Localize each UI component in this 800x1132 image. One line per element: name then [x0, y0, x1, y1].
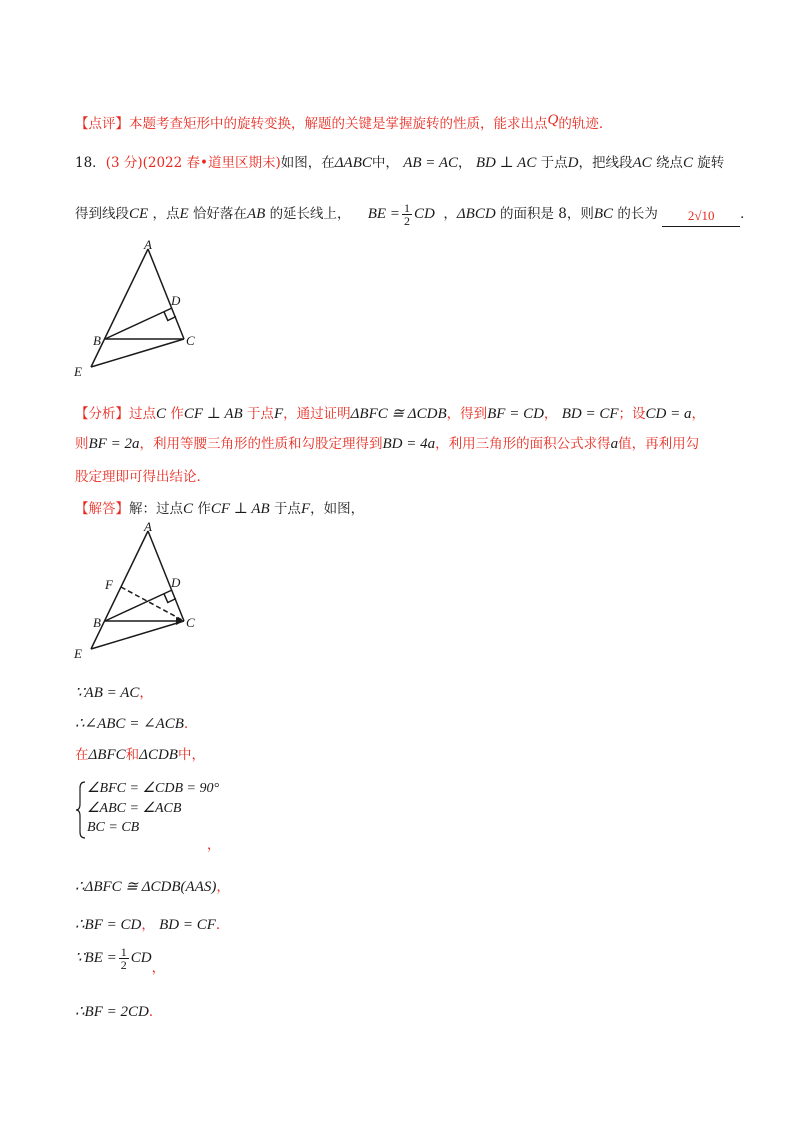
- question-source: (3 分)(2022 春•道里区期末): [105, 155, 281, 171]
- question-text: 的面积是 8，则: [499, 206, 594, 222]
- math-bf-eq-cd: BF = CD: [487, 406, 544, 422]
- figure-1-triangle: [60, 235, 230, 385]
- figure-2-triangle: [60, 517, 230, 667]
- analysis-text: ，: [691, 406, 705, 422]
- label-a: A: [144, 519, 152, 534]
- solution-tag: 【解答】: [75, 501, 129, 517]
- question-text: ，: [458, 155, 472, 171]
- analysis-text: ，得到: [446, 406, 488, 422]
- proof-punct: ．: [183, 716, 198, 732]
- label-b: B: [93, 333, 101, 348]
- question-text: 得到线段: [75, 206, 129, 222]
- proof-punct: ，: [141, 917, 155, 933]
- label-c: C: [186, 615, 195, 630]
- question-text: 于点: [540, 155, 568, 171]
- segment-ae: [91, 531, 148, 649]
- math-bf-eq-2a: BF = 2a: [88, 436, 140, 452]
- system-row-2: ∠ABC = ∠ACB: [87, 801, 182, 816]
- math-c: C: [682, 155, 693, 171]
- proof-punct: ，: [139, 685, 153, 701]
- segment-bd: [105, 590, 172, 621]
- math-cd: CD: [130, 950, 152, 966]
- answer-value: 2√10: [687, 208, 715, 223]
- fraction-denominator: 2: [120, 958, 127, 972]
- math-bd-eq-4a: BD = 4a: [382, 436, 436, 452]
- proof-line-1: [75, 681, 153, 702]
- proof-line-3: [75, 743, 205, 764]
- fraction-numerator: 1: [403, 201, 410, 215]
- math-bd-perp-ac: BD ⊥ AC: [475, 155, 537, 171]
- analysis-text: 于点: [246, 406, 274, 422]
- fraction-half: [119, 946, 129, 971]
- solution-text: 于点: [273, 501, 301, 517]
- math-be-lhs: BE =: [367, 206, 400, 222]
- label-c: C: [186, 333, 195, 348]
- analysis-text: ，利用等腰三角形的性质和勾股定理得到: [139, 436, 383, 452]
- fraction-denominator: 2: [403, 214, 410, 228]
- question-text: 的长为: [617, 206, 658, 222]
- analysis-text: ；设: [618, 406, 646, 422]
- math-triangle-bfc: ΔBFC: [88, 747, 126, 763]
- math-cf-perp-ab: CF ⊥ AB: [183, 406, 243, 422]
- math-ce: CE: [129, 206, 149, 222]
- math-d: D: [567, 155, 579, 171]
- question-number: 18．: [75, 155, 106, 171]
- math-a: a: [610, 436, 619, 452]
- question-text: 绕点: [655, 155, 683, 171]
- comment-tag: 【点评】: [75, 116, 129, 132]
- question-text: ，把线段: [578, 155, 633, 171]
- math-angles-equal: ∴∠ABC = ∠ACB: [75, 716, 184, 732]
- question-text: 恰好落在: [192, 206, 247, 222]
- system-row-1: ∠BFC = ∠CDB = 90°: [87, 781, 220, 796]
- system-row-3: BC = CB: [87, 820, 140, 835]
- proof-punct: ．: [148, 1004, 163, 1020]
- analysis-text: 股定理即可得出结论．: [75, 469, 210, 485]
- math-bf-eq-2cd: ∴BF = 2CD: [75, 1004, 149, 1020]
- math-bd-eq-cf: BD = CF: [159, 917, 216, 933]
- proof-punct: ，: [151, 960, 166, 976]
- math-e: E: [179, 206, 189, 222]
- label-d: D: [171, 575, 181, 590]
- math-triangle-bcd: ΔBCD: [456, 206, 496, 222]
- math-f: F: [273, 406, 284, 422]
- math-f: F: [300, 501, 311, 517]
- segment-ae: [91, 249, 148, 367]
- solution-text: 解：过点: [129, 501, 183, 517]
- question-text: 如图，在: [280, 155, 335, 171]
- question-text: ，: [443, 206, 457, 222]
- proof-punct: ．: [215, 917, 230, 933]
- analysis-line-3: [75, 465, 210, 485]
- segment-ec: [91, 339, 184, 367]
- segment-bd: [105, 308, 172, 339]
- question-text: 旋转: [697, 155, 725, 171]
- question-text: ，点: [152, 206, 180, 222]
- label-e: E: [74, 364, 82, 379]
- label-e: E: [74, 646, 82, 661]
- proof-text: 和: [125, 747, 140, 763]
- math-triangle-abc: ΔABC: [334, 155, 372, 171]
- proof-punct: ，: [216, 879, 230, 895]
- math-congruence: ΔBFC ≅ ΔCDB: [350, 406, 447, 422]
- math-cd: CD: [413, 206, 435, 222]
- proof-text: 在: [75, 747, 89, 763]
- comment-tail: 的轨迹．: [558, 116, 613, 132]
- math-ab: AB: [246, 206, 266, 222]
- analysis-text: 作: [170, 406, 184, 422]
- math-cd-eq-a: CD = a: [645, 406, 692, 422]
- solution-text: ，如图，: [310, 501, 365, 517]
- proof-line-5: [75, 913, 229, 934]
- analysis-tag: 【分析】: [75, 406, 129, 422]
- proof-line-7: [75, 1000, 162, 1021]
- math-triangle-cdb: ΔCDB: [139, 747, 178, 763]
- label-d: D: [171, 293, 181, 308]
- fraction-half: [402, 202, 412, 227]
- fraction-numerator: 1: [120, 945, 127, 959]
- equation-system: [75, 780, 235, 840]
- proof-line-6: [75, 945, 166, 976]
- label-f: F: [105, 577, 113, 592]
- analysis-text: ，通过证明: [283, 406, 351, 422]
- analysis-text: 值，再利用勾: [618, 436, 700, 452]
- math-congruent-aas: ∴ΔBFC ≅ ΔCDB(AAS): [75, 879, 217, 895]
- label-b: B: [93, 615, 101, 630]
- left-brace: [75, 780, 87, 840]
- label-a: A: [144, 237, 152, 252]
- math-ac: AC: [632, 155, 652, 171]
- system-end-punct: ，: [207, 837, 221, 853]
- question-text: 中，: [371, 155, 399, 171]
- math-c: C: [156, 406, 167, 422]
- math-given-ab-eq-ac: ∵AB = AC: [75, 685, 140, 701]
- solution-text: 作: [197, 501, 211, 517]
- segment-ec: [91, 621, 184, 649]
- question-text: 的延长线上，: [269, 206, 351, 222]
- analysis-text: 过点: [129, 406, 156, 422]
- math-be-lhs: ∵BE =: [75, 950, 117, 966]
- question-line-2: [75, 202, 754, 227]
- math-bc: BC: [593, 206, 614, 222]
- comment-text: 本题考查矩形中的旋转变换，解题的关键是掌握旋转的性质，能求出点: [129, 116, 548, 132]
- question-line-1: [75, 151, 724, 172]
- proof-line-2: [75, 712, 197, 733]
- analysis-line-1: [75, 402, 705, 423]
- math-cf-perp-ab: CF ⊥ AB: [210, 501, 270, 517]
- question-text: ．: [740, 206, 754, 222]
- answer-blank: [662, 208, 740, 227]
- math-bd-eq-cf: BD = CF: [561, 406, 619, 422]
- math-c: C: [183, 501, 194, 517]
- math-ab-eq-ac: AB = AC: [403, 155, 459, 171]
- proof-text: 中，: [177, 747, 205, 763]
- analysis-text: 则: [75, 436, 89, 452]
- math-bf-eq-cd: ∴BF = CD: [75, 917, 142, 933]
- analysis-text: ，: [543, 406, 558, 422]
- analysis-text: ，利用三角形的面积公式求得: [435, 436, 611, 452]
- proof-line-4: [75, 875, 230, 896]
- segment-fc-dashed: [121, 587, 184, 621]
- solution-line-1: [75, 497, 364, 518]
- comment-var: Q: [547, 112, 559, 128]
- analysis-line-2: [75, 432, 699, 453]
- comment-line: [75, 112, 612, 133]
